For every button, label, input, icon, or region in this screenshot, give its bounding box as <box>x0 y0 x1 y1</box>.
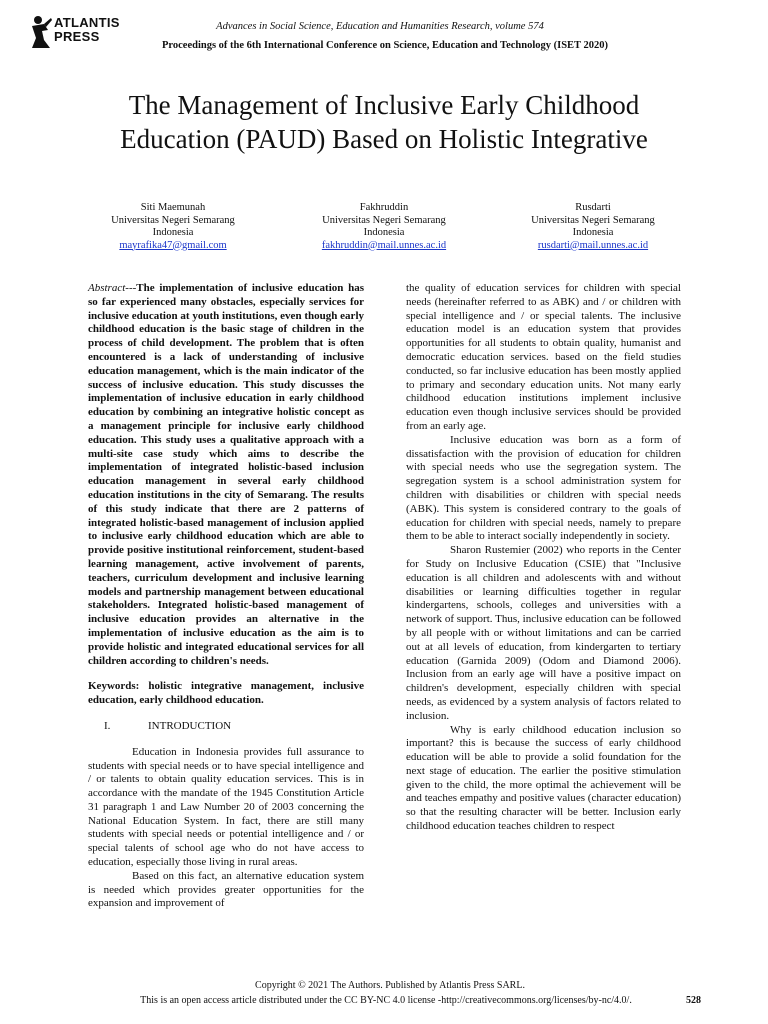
body-paragraph: Sharon Rustemier (2002) who reports in the Center for Study on Inclusive Education (CSIE) that "Inclusive education is all children and adolescents with and without disabilities or learning difficulties together in regular kindergartens, schools, colleges and universities with a network of support. Thus, inclusive education can be followed by all people with or without limitations and can be carried out at all levels of education, from kindergarten to tertiary education (Garnida 2009) (Odom and Diamond 2006). Inclusion from an early age will have a positive impact on children's development, especially children with special needs, as evidenced by a system analysis of factors related to inclusion. <box>406 544 681 722</box>
author-block <box>498 202 688 252</box>
section-heading <box>88 720 364 734</box>
author-affiliation: Universitas Negeri Semarang <box>111 214 235 226</box>
right-column <box>406 282 681 834</box>
author-name: Fakhruddin <box>359 202 409 213</box>
keywords: Keywords: holistic integrative management, inclusive education, early childhood education. <box>88 680 364 707</box>
author-block <box>289 202 479 252</box>
body-paragraph: Education in Indonesia provides full assurance to students with special needs or to have special intelligence and / or talents to obtain quality education services. This is in accordance with the mandate of the 1945 Constitution Article 31 paragraph 1 and Law Number 20 of 2003 concerning the National Education System. In fact, there are still many students with special needs or potential intelligence and / or special talents of school age who do not have access to education, especially those living in rural areas. <box>88 745 364 869</box>
author-country: Indonesia <box>572 227 614 238</box>
atlantis-figure-icon <box>28 14 54 50</box>
abstract-label: Abstract--- <box>88 282 137 294</box>
page-number: 528 <box>686 995 701 1006</box>
author-country: Indonesia <box>152 227 194 238</box>
body-paragraph: Inclusive education was born as a form of dissatisfaction with the provision of education for children with special needs who use the segregation system. The segregation system is a school administration system for children with disabilities or children with special needs (ABK). This system is considered contrary to the goals of education for children with special needs, namely to prepare them to be able to interact socially independently in society. <box>406 433 681 543</box>
body-paragraph: Based on this fact, an alternative education system is needed which provides greater opportunities for the expansion and improvement of <box>88 869 364 910</box>
journal-header: Advances in Social Science, Education and Humanities Research, volume 574 <box>216 21 544 32</box>
author-name: Siti Maemunah <box>140 202 206 213</box>
section-number: I. <box>104 719 111 732</box>
author-block <box>78 202 268 252</box>
abstract <box>88 282 364 668</box>
footer-license: This is an open access article distributed under the CC BY-NC 4.0 license -http://creativecommons.org/licenses/by-nc/4.0/. <box>140 995 632 1006</box>
paper-title: The Management of Inclusive Early Childhood Education (PAUD) Based on Holistic Integrative <box>120 90 648 154</box>
author-name: Rusdarti <box>575 202 611 213</box>
left-column <box>88 282 364 911</box>
publisher-logo <box>28 14 128 54</box>
author-affiliation: Universitas Negeri Semarang <box>531 214 655 226</box>
body-paragraph: Why is early childhood education inclusion so important? this is because the success of early childhood education will be able to provide a solid foundation for the next stage of education. The earlier the positive stimulation given to the child, the more optimal the achievement will be and teaches empathy and positive values (character education) so that the resulting character will be better. Inclusion early childhood education teaches children to respect <box>406 723 681 833</box>
publisher-name <box>54 16 120 44</box>
author-email-link[interactable]: fakhruddin@mail.unnes.ac.id <box>321 239 447 251</box>
section-title: INTRODUCTION <box>148 719 232 732</box>
author-email-link[interactable]: rusdarti@mail.unnes.ac.id <box>537 239 649 251</box>
author-email-link[interactable]: mayrafika47@gmail.com <box>119 239 227 251</box>
body-paragraph: the quality of education services for children with special needs (hereinafter referred to as ABK) and / or children with special intelligence and / or special talents. The inclusive education model is an education system that provides opportunities for all students to obtain quality, humanist and democratic education services. based on the field studies conducted, so far inclusive education has been mostly applied to primary and secondary education units. Not many early childhood education institutions implement inclusive education even though inclusive services should be provided from an early age. <box>406 282 681 432</box>
proceedings-header: Proceedings of the 6th International Conference on Science, Education and Technology (ISET 2020) <box>162 40 608 51</box>
publisher-name-line2: PRESS <box>54 29 100 44</box>
footer-copyright: Copyright © 2021 The Authors. Published by Atlantis Press SARL. <box>255 980 525 991</box>
author-country: Indonesia <box>363 227 405 238</box>
publisher-name-line1: ATLANTIS <box>54 15 120 30</box>
author-affiliation: Universitas Negeri Semarang <box>322 214 446 226</box>
abstract-text: The implementation of inclusive education has so far experienced many obstacles, especially services for inclusive education at youth institutions, even though early childhood education is the basic stage of children in the process of child development. The problem that is often encountered is a lack of understanding of inclusive education management, which is the main indicator of the success of inclusive education. This study discusses the implementation of inclusive education in early childhood education by combining an integrative holistic concept as a management principle for inclusive early childhood education. This study uses a qualitative approach with a multi-site case study which aims to describe the implementation of integrated holistic-based inclusion education management in several early childhood education institutions in the city of Semarang. The results of this study indicate that there are 2 patterns of integrated holistic-based management of inclusion applied to inclusive early childhood education which are able to provide positive institutional reinforcement, student-based learning management, active involvement of parents, teachers, curriculum development and inclusive learning models and partnership management between educational stakeholders. Integrated holistic-based management of inclusive education provides an alternative in the implementation of inclusive education as the aim is to provide holistic and integrated educational services for all children according to children's needs. <box>88 282 364 667</box>
